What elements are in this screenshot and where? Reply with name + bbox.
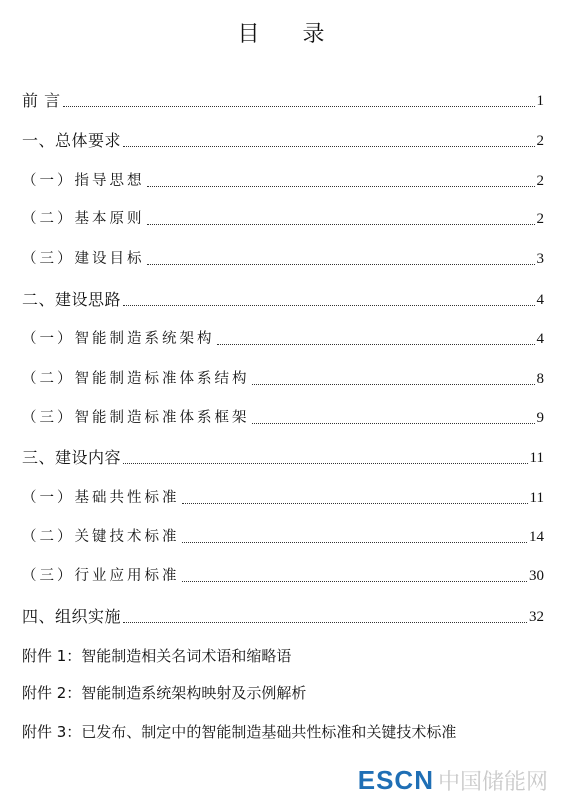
toc-entry-label: （二）关键技术标准 [22, 524, 182, 550]
toc-entry[interactable] [0, 445, 562, 471]
toc-entry-label: 三、建设内容 [22, 445, 123, 471]
toc-entry-page: 32 [527, 604, 544, 630]
toc-entry[interactable] [0, 287, 562, 313]
toc-entry-label: （一）指导思想 [22, 168, 147, 194]
toc-leader-dots [123, 305, 535, 306]
toc-entry-page: 30 [527, 563, 544, 589]
toc-leader-dots [147, 264, 535, 265]
toc-entry-page: 9 [535, 405, 545, 431]
watermark [358, 765, 548, 796]
toc-entry-label: （一）基础共性标准 [22, 485, 182, 511]
toc-entry[interactable] [0, 88, 562, 114]
toc-entry-page: 2 [535, 128, 545, 154]
toc-entry-label: （三）行业应用标准 [22, 563, 182, 589]
toc-entry-label: （二）基本原则 [22, 206, 147, 232]
toc-leader-dots [182, 581, 527, 582]
toc-entry-label: （三）智能制造标准体系框架 [22, 405, 252, 431]
toc-entry[interactable] [0, 604, 562, 630]
toc-leader-dots [252, 423, 535, 424]
toc-leader-dots [123, 463, 528, 464]
toc-entry-page: 3 [535, 246, 545, 272]
toc-entry[interactable] [0, 206, 562, 232]
toc-entry-page: 4 [535, 287, 545, 313]
toc-leader-dots [147, 224, 535, 225]
toc-entry-page: 2 [535, 206, 545, 232]
appendix-item: 附件 3：已发布、制定中的智能制造基础共性标准和关键技术标准 [22, 723, 457, 741]
toc-entry-page: 2 [535, 168, 545, 194]
watermark-logo: ESCN [357, 765, 434, 795]
toc-entry-label: 四、组织实施 [22, 604, 123, 630]
toc-entry-label: 前 言 [22, 88, 63, 114]
toc-entry[interactable] [0, 246, 562, 272]
toc-entry[interactable] [0, 128, 562, 154]
toc-entry-label: （二）智能制造标准体系结构 [22, 366, 252, 392]
toc-entry-page: 11 [528, 445, 544, 471]
toc-leader-dots [123, 622, 527, 623]
appendix-item: 附件 2：智能制造系统架构映射及示例解析 [22, 684, 307, 702]
toc-entry-page: 11 [528, 485, 544, 511]
toc-entry-label: （三）建设目标 [22, 246, 147, 272]
toc-entry-page: 14 [527, 524, 544, 550]
toc-entry-page: 4 [535, 326, 545, 352]
toc-entry[interactable] [0, 366, 562, 392]
page-title: 目 录 [237, 22, 343, 47]
toc-entry-label: （一）智能制造系统架构 [22, 326, 217, 352]
toc-leader-dots [182, 503, 528, 504]
toc-entry[interactable] [0, 405, 562, 431]
toc-leader-dots [217, 344, 535, 345]
toc-entry[interactable] [0, 326, 562, 352]
toc-entry-page: 1 [535, 88, 545, 114]
toc-entry[interactable] [0, 485, 562, 511]
toc-leader-dots [252, 384, 535, 385]
toc-leader-dots [123, 146, 535, 147]
toc-entry-label: 二、建设思路 [22, 287, 123, 313]
toc-leader-dots [63, 106, 535, 107]
toc-entry[interactable] [0, 524, 562, 550]
toc-entry-label: 一、总体要求 [22, 128, 123, 154]
toc-entry[interactable] [0, 168, 562, 194]
toc-entry-page: 8 [535, 366, 545, 392]
watermark-text: 中国储能网 [437, 770, 548, 795]
appendix-item: 附件 1：智能制造相关名词术语和缩略语 [22, 647, 292, 665]
toc-leader-dots [182, 542, 527, 543]
toc-entry[interactable] [0, 563, 562, 589]
toc-leader-dots [147, 186, 535, 187]
